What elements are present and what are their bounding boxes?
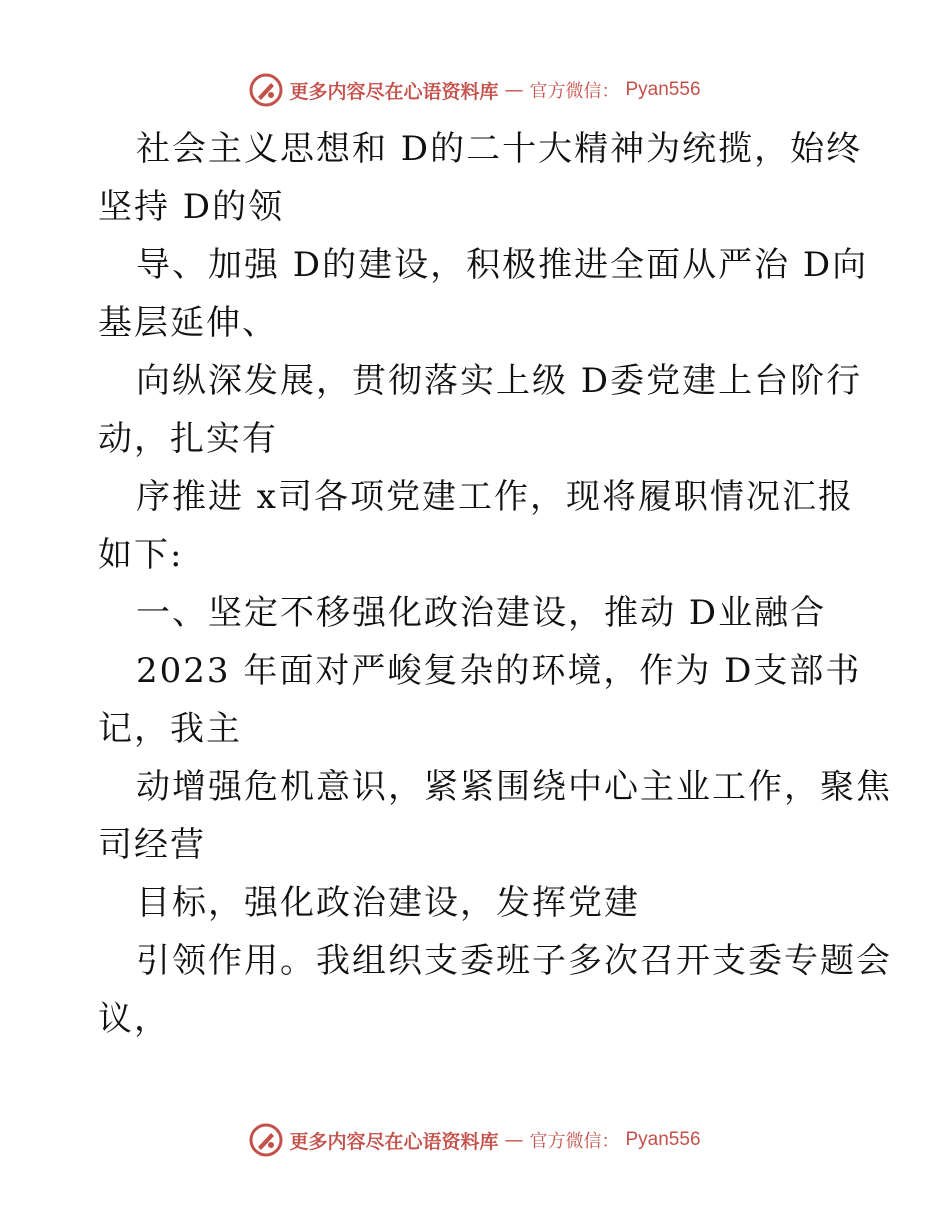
watermark-brand: 更多内容尽在心语资料库 (289, 80, 499, 103)
text-line: 引领作用。我组织支委班子多次召开支委专题会 (136, 941, 892, 981)
footer-watermark (0, 1120, 950, 1160)
pen-logo-icon (249, 1123, 283, 1157)
text-line: 基层延伸、 (98, 303, 278, 343)
watermark-dash: — (504, 79, 524, 101)
watermark-group (249, 1123, 700, 1157)
watermark-wechat-label: 官方微信： (529, 1131, 620, 1152)
text-line: 2023 年面对严峻复杂的环境，作为 D支部书 (136, 651, 862, 691)
text-line: 议， (98, 999, 170, 1039)
watermark-brand: 更多内容尽在心语资料库 (289, 1130, 499, 1153)
watermark-wechat-label: 官方微信： (529, 81, 620, 102)
watermark-wechat-id: Pyan556 (625, 79, 701, 100)
text-line: 如下: (98, 535, 184, 575)
text-line: 序推进 x司各项党建工作，现将履职情况汇报 (136, 477, 854, 517)
document-body (98, 120, 892, 1048)
watermark-wechat-id: Pyan556 (625, 1129, 701, 1150)
header-watermark (0, 70, 950, 110)
text-line: 司经营 (98, 825, 206, 865)
text-line: 动增强危机意识，紧紧围绕中心主业工作，聚焦 (136, 767, 892, 807)
text-line: 记，我主 (98, 709, 242, 749)
watermark-group (249, 73, 700, 107)
watermark-dash: — (504, 1129, 524, 1151)
section-heading: 一、坚定不移强化政治建设，推动 D业融合 (136, 593, 827, 633)
text-line: 坚持 D的领 (98, 187, 285, 227)
pen-logo-icon (249, 73, 283, 107)
text-line: 导、加强 D的建设，积极推进全面从严治 D向 (136, 245, 869, 285)
text-line: 社会主义思想和 D的二十大精神为统揽，始终 (136, 129, 863, 169)
text-line: 向纵深发展，贯彻落实上级 D委党建上台阶行 (136, 361, 863, 401)
text-line: 目标，强化政治建设，发挥党建 (136, 883, 640, 923)
text-line: 动，扎实有 (98, 419, 278, 459)
